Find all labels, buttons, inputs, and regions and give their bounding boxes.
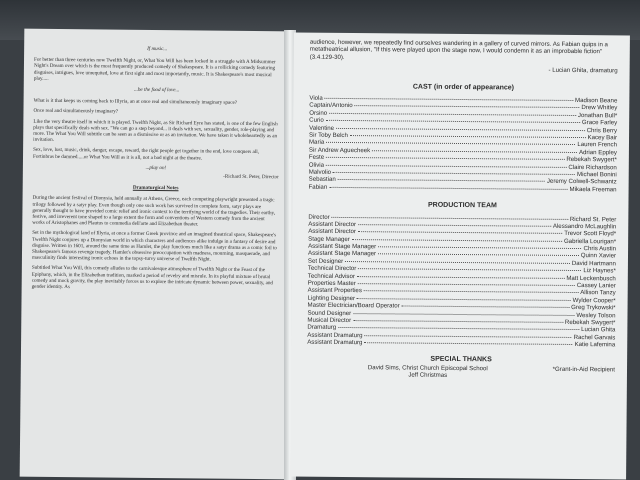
role-label: Set Designer — [307, 257, 344, 265]
role-label: Lighting Designer — [307, 294, 356, 302]
person-name: Matt Leckenbusch — [566, 274, 616, 283]
special-thanks-heading: SPECIAL THANKS — [430, 355, 492, 363]
role-label: Valentine — [309, 124, 335, 132]
dot-leader — [365, 335, 572, 338]
person-name: Katie Lafemina — [574, 341, 616, 349]
person-name: Richard St. Peter — [569, 215, 617, 223]
special-thanks-row — [307, 364, 615, 381]
notes-paragraph-2: Set in the mythological land of Illyria, at once a former Greek province and an imagined theatrical space, Shakespeare's Twelfth Night conjures up a Dionysian world in which characters and audiences alike indulge in a fantasy of desire and disguise. Written in 1601, around the same time as Hamlet, the play functions much like a satyr drama as a comic foil to Shakespeare's famous revenge tragedy. Hamlet's obsessive preoccupation with madness, mourning, masquerade, and masculinity finds interesting ironic echoes in the topsy-turvy universe of Twelfth Night. — [31, 230, 277, 263]
person-name: Alessandro McLaughlin — [552, 222, 617, 231]
notes-paragraph-1: During the ancient festival of Dionysia, held annually at Athens, Greece, each competing playwright presented a tragic trilogy followed by a satyr play. Even though only one such work has survived in complete form, satyr plays are generally thought to have provided comic relief and ironic context to the terrifying world of the tragedies. Their earthy, festive, and irreverent tone shaped to a large extent the form and conventions of Western comedy from the ancient works of Aristophanes and Plautus to commedia dell'arte and Elizabethan theater. — [32, 195, 276, 228]
role-label: Maria — [308, 139, 325, 147]
role-label: Feste — [308, 153, 325, 161]
dot-leader — [326, 120, 580, 123]
role-label: Assistant Properties — [307, 287, 362, 295]
role-label: Fabian — [308, 183, 328, 191]
once-real-line: Once real and simultaneously imaginary? — [33, 108, 119, 116]
dot-leader — [338, 179, 545, 182]
if-music-line: If music... — [147, 45, 168, 53]
cast-list — [309, 95, 618, 194]
dot-leader — [345, 261, 570, 264]
dot-leader — [326, 142, 575, 145]
dot-leader — [355, 105, 580, 108]
dot-leader — [358, 283, 575, 286]
role-label: Captain/Antonio — [309, 102, 353, 110]
person-name: Adrian Eppley — [578, 148, 617, 157]
role-label: Curio — [309, 116, 324, 125]
question-paragraph: What is it that keeps us coming back to Illyria, an at once real and simultaneously imaginary space? — [33, 97, 238, 107]
left-page — [20, 29, 291, 480]
eyre-paragraph: Like the very theatre itself in which it is played. Twelfth Night, as Sir Richard Eyre has stated, is one of the few English plays that specifically deals with sex. "We can go a step beyond... it deals with sex, sexuality, gender, role-playing and more. The What You Will subtitle can be seen as a dismissive or as an invitation. We have taken it wholeheartedly as an invitation. — [33, 118, 278, 144]
dot-leader — [336, 128, 585, 131]
person-name: Chris Berry — [586, 126, 618, 134]
person-name: Greg Trykowski* — [571, 304, 616, 312]
role-label: Assistant Stage Manager — [307, 250, 377, 258]
role-label: Sebastian — [308, 176, 336, 184]
person-name: Claire Richardson — [568, 163, 617, 171]
dot-leader — [364, 291, 578, 294]
cast-row — [309, 183, 617, 193]
dot-leader — [378, 254, 579, 257]
role-label: Viola — [309, 94, 323, 102]
role-label: Malvolio — [308, 168, 332, 176]
person-name: Quinn Xavier — [580, 252, 617, 260]
dot-leader — [326, 157, 564, 160]
person-name: Jonathan Bull* — [577, 111, 618, 120]
dot-leader — [326, 164, 566, 167]
dot-leader — [350, 135, 586, 138]
person-name: Grace Farley — [581, 119, 618, 127]
role-label: Orsino — [309, 109, 328, 117]
dot-leader — [333, 172, 575, 175]
person-name: Chris Austin — [583, 245, 617, 253]
dot-leader — [325, 98, 573, 101]
role-label: Properties Master — [307, 279, 356, 288]
dot-leader — [353, 320, 563, 323]
role-label: Assistant Director — [308, 220, 357, 228]
notes-title: Dramaturgical Notes — [132, 185, 179, 192]
person-name: Mikaela Freeman — [569, 185, 617, 194]
sex-love-paragraph: Sex, love, lust, music, drink, danger, escape, reward, the right people get together in the end, love conquers all, Fortinbras be damned.....or What You Will as it is all, not a bad night at the theatre. — [32, 147, 259, 162]
person-name: Rachel Garvais — [573, 333, 616, 342]
role-label: Assistant Dramaturg — [307, 338, 363, 347]
dot-leader — [352, 239, 562, 242]
person-name: Liz Haynes* — [583, 267, 616, 275]
person-name: David Hartmann — [571, 259, 616, 268]
role-label: Olivia — [308, 161, 325, 169]
dot-leader — [357, 276, 564, 279]
play-on-line: ...play on! — [145, 164, 167, 171]
continued-paragraph: audience, however, we repeatedly find ourselves wandering in a gallery of curved mirrors. As Fabian quips in a metatheatrical allusion, "If this were played upon the stage now, I would condemn it as an improbable fiction" (3.4.129-30). — [309, 38, 608, 61]
person-name: Rebekah Swygert* — [566, 156, 617, 164]
dot-leader — [332, 216, 568, 219]
thanks-line-1: David Sims, Christ Church Episcopal School — [367, 364, 488, 373]
person-name: Gabriella Lourigan* — [563, 237, 617, 246]
notes-paragraph-3: Subtitled What You Will, this comedy alludes to the carnivalesque atmosphere of Twelfth Night or the Feast of the Epiphany, which, in the Elizabethan tradition, marked a period of revelry and misrule. In its playful mixture of brutal comedy and mock gravity, the play inevitably forces us to explore the intricate dynamic between power, sexuality, and gender identity. As — [31, 265, 274, 291]
dot-leader — [329, 187, 567, 190]
dot-leader — [353, 313, 574, 316]
person-name: Michael Bonini — [577, 170, 617, 179]
person-name: Madison Beane — [574, 97, 618, 105]
role-label: Technical Director — [307, 264, 357, 273]
dot-leader — [364, 342, 572, 345]
role-label: Sir Toby Belch — [309, 131, 348, 140]
person-name: Wylder Cooper* — [572, 296, 616, 305]
role-label: Assistant Stage Manager — [308, 242, 377, 251]
thanks-line-2: Jeff Christmas — [408, 371, 448, 380]
role-label: Assistant Director — [308, 227, 356, 236]
director-signature: -Richard St. Peter, Director — [223, 173, 279, 181]
dot-leader — [358, 231, 562, 234]
person-name: Trevor Scott Floyd* — [564, 230, 617, 238]
role-label: Dramaturg — [307, 324, 337, 332]
team-row — [307, 339, 615, 349]
person-name: Jeremy Colwell-Schwantz — [546, 178, 617, 186]
role-label: Technical Advisor — [307, 272, 355, 280]
person-name: Lucian Ghita — [581, 326, 616, 334]
role-label: Musical Director — [307, 316, 352, 325]
role-label: Director — [308, 213, 330, 221]
role-label: Master Electrician/Board Operator — [307, 301, 400, 310]
grant-note: *Grant-in-Aid Recipient — [552, 365, 616, 374]
dot-leader — [402, 306, 570, 308]
role-label: Stage Manager — [308, 235, 350, 243]
person-name: Lauren French — [577, 141, 618, 149]
dot-leader — [358, 268, 581, 271]
right-page — [290, 33, 630, 480]
intro-paragraph: For better than three centuries now Twelfth Night, or, What You Will has been locked in a struggle with A Midsummer Night's Dream over which is the most frequently produced comedy of Shakespeare. It is a rollicking comedy featuring disguises, intrigues, love unrequited, love at first sight and most importantly, music. It is Shakespeare's most musical play..... — [33, 56, 276, 82]
person-name: Wesley Tolson — [576, 311, 616, 319]
person-name: Allison Tanzy — [580, 289, 616, 297]
dot-leader — [338, 327, 579, 330]
person-name: Cassey Lanier — [576, 282, 616, 290]
dot-leader — [358, 224, 551, 227]
cast-heading: CAST (in order of appearance) — [412, 83, 515, 92]
food-of-love-line: ...be the food of love... — [134, 86, 180, 94]
person-name: Drew Whitley — [581, 104, 618, 112]
role-label: Assistant Dramaturg — [307, 331, 363, 339]
dot-leader — [378, 246, 581, 249]
person-name: Rebekah Swygert* — [564, 318, 616, 327]
production-team-heading: PRODUCTION TEAM — [427, 201, 497, 210]
role-label: Sir Andrew Aguecheek — [308, 146, 371, 154]
dot-leader — [329, 113, 576, 116]
person-name: Kacey Bair — [587, 134, 618, 142]
production-team-list — [307, 213, 616, 349]
dramaturg-signature: - Lucian Ghita, dramaturg — [548, 66, 618, 75]
dot-leader — [372, 150, 577, 153]
role-label: Sound Designer — [307, 309, 352, 317]
dot-leader — [357, 298, 571, 301]
